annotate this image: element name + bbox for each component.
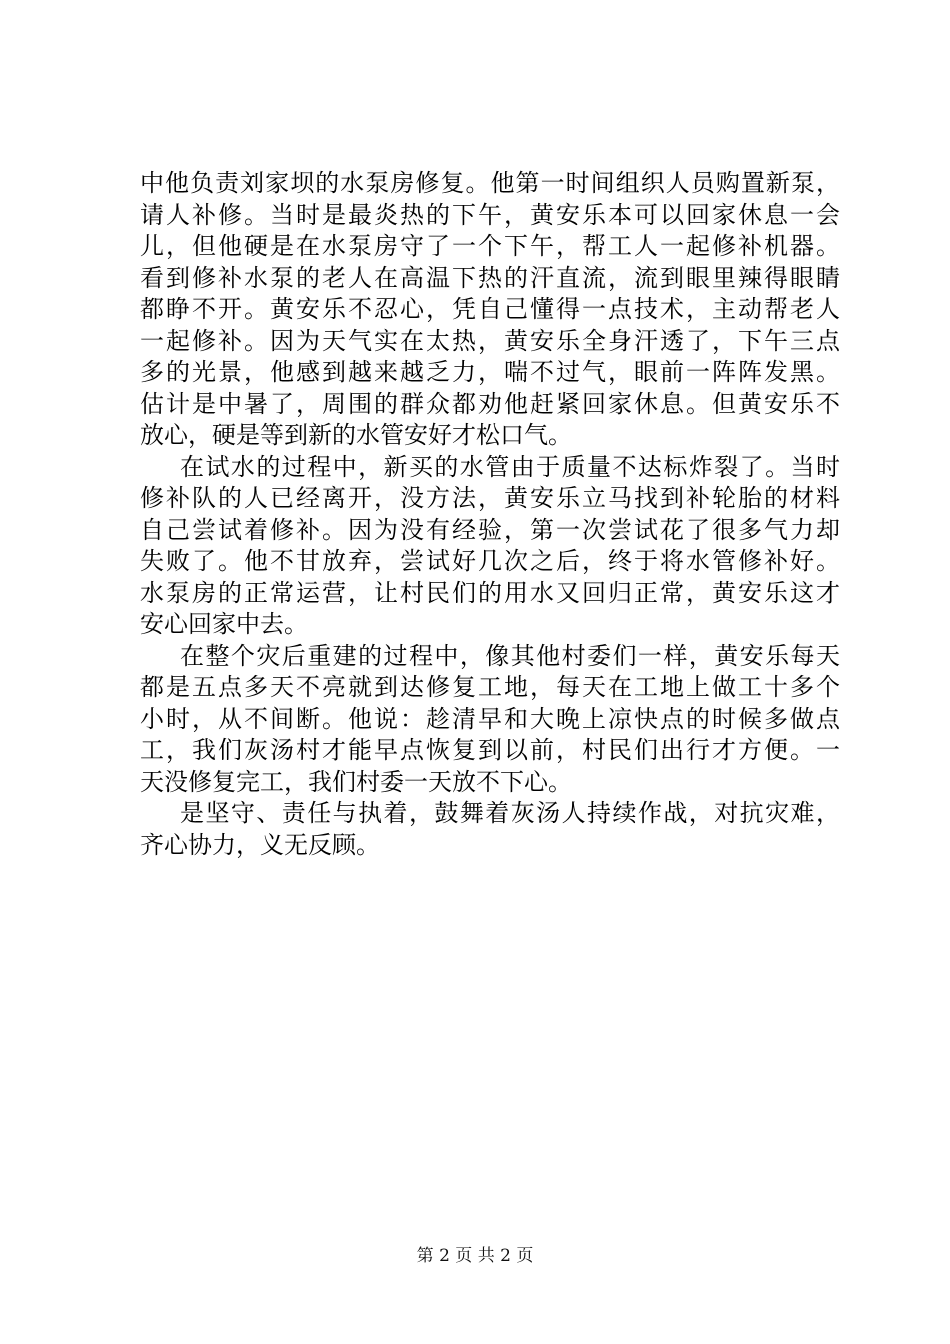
- text-line: 是坚守、责任与执着，鼓舞着灰汤人持续作战，对抗灾难，: [180, 799, 840, 827]
- text-line: 在试水的过程中，新买的水管由于质量不达标炸裂了。当时: [180, 452, 840, 481]
- text-line: 在整个灾后重建的过程中，像其他村委们一样，黄安乐每天: [180, 641, 840, 670]
- paragraph: [140, 452, 840, 641]
- page-number-footer: 第 2 页 共 2 页: [416, 1246, 534, 1266]
- text-line: 多的光景，他感到越来越乏力，喘不过气，眼前一阵阵发黑。: [140, 358, 840, 386]
- text-line: 请人补修。当时是最炎热的下午，黄安乐本可以回家休息一会: [140, 200, 840, 229]
- text-line: 水泵房的正常运营，让村民们的用水又回归正常，黄安乐这才: [140, 578, 840, 607]
- text-line: 安心回家中去。: [140, 610, 308, 638]
- body-text: [140, 168, 840, 861]
- text-line: 失败了。他不甘放弃，尝试好几次之后，终于将水管修补好。: [140, 547, 840, 575]
- text-line: 工，我们灰汤村才能早点恢复到以前，村民们出行才方便。一: [140, 736, 840, 764]
- text-line: 看到修补水泵的老人在高温下热的汗直流，流到眼里辣得眼睛: [140, 263, 840, 292]
- text-line: 天没修复完工，我们村委一天放不下心。: [140, 767, 572, 796]
- paragraph: [140, 798, 840, 861]
- text-line: 都睁不开。黄安乐不忍心，凭自己懂得一点技术，主动帮老人: [140, 295, 840, 323]
- text-line: 中他负责刘家坝的水泵房修复。他第一时间组织人员购置新泵，: [140, 169, 840, 197]
- paragraph: [140, 168, 840, 452]
- text-line: 齐心协力，义无反顾。: [140, 830, 380, 859]
- text-line: 小时，从不间断。他说：趁清早和大晚上凉快点的时候多做点: [140, 704, 840, 733]
- text-line: 放心，硬是等到新的水管安好才松口气。: [140, 421, 572, 449]
- paragraph: [140, 641, 840, 799]
- text-line: 自己尝试着修补。因为没有经验，第一次尝试花了很多气力却: [140, 515, 840, 544]
- text-line: 儿，但他硬是在水泵房守了一个下午，帮工人一起修补机器。: [140, 232, 840, 260]
- text-line: 修补队的人已经离开，没方法，黄安乐立马找到补轮胎的材料: [140, 484, 840, 512]
- text-line: 一起修补。因为天气实在太热，黄安乐全身汗透了，下午三点: [140, 326, 840, 355]
- text-line: 都是五点多天不亮就到达修复工地，每天在工地上做工十多个: [140, 673, 840, 701]
- text-line: 估计是中暑了，周围的群众都劝他赶紧回家休息。但黄安乐不: [140, 389, 840, 418]
